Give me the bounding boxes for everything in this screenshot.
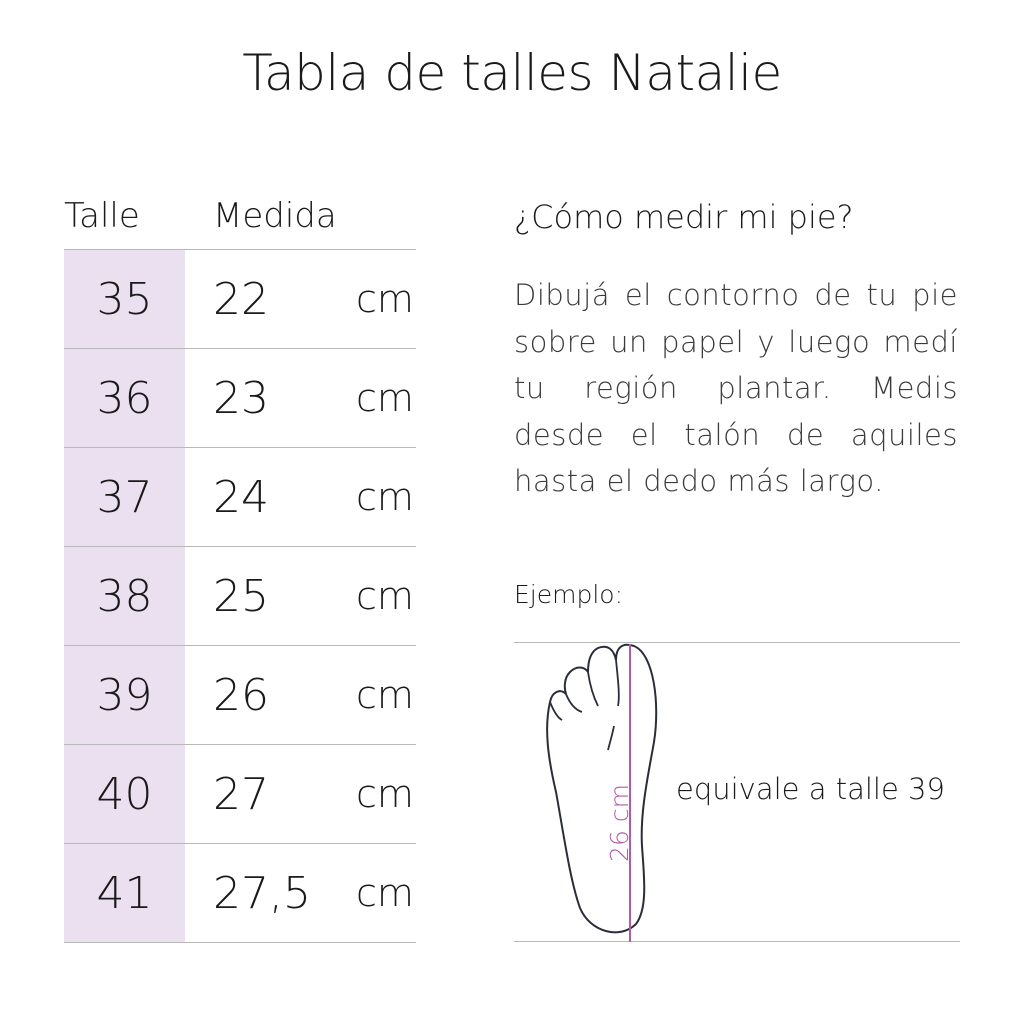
table-row xyxy=(64,447,416,546)
example-label: Ejemplo: xyxy=(514,580,624,609)
table-row xyxy=(64,744,416,843)
table-row xyxy=(64,645,416,744)
size-cell: 40 xyxy=(64,745,185,843)
measure-cell: 23 xyxy=(213,372,269,424)
column-header-measure: Medida xyxy=(213,196,337,236)
measure-cell: 26 xyxy=(213,669,269,721)
measure-cell: 27,5 xyxy=(213,867,311,919)
how-to-title: ¿Cómo medir mi pie? xyxy=(514,198,854,236)
unit-cell: cm xyxy=(356,673,414,717)
size-cell: 39 xyxy=(64,646,185,744)
page-title: Tabla de talles Natalie xyxy=(242,44,782,102)
size-cell: 35 xyxy=(64,250,185,348)
size-cell: 38 xyxy=(64,547,185,645)
example-result: equivale a talle 39 xyxy=(676,772,945,806)
unit-cell: cm xyxy=(356,574,414,618)
measure-cell: 24 xyxy=(213,471,269,523)
size-cell: 41 xyxy=(64,844,185,942)
table-row xyxy=(64,546,416,645)
unit-cell: cm xyxy=(356,277,414,321)
size-cell: 37 xyxy=(64,448,185,546)
how-to-text: Dibujá el contorno de tu pie sobre un papel y luego medí tu región plantar. Medis desde el talón de aquiles hasta el dedo más largo. xyxy=(514,278,958,498)
size-table xyxy=(64,249,416,943)
size-cell: 36 xyxy=(64,349,185,447)
unit-cell: cm xyxy=(356,475,414,519)
table-row xyxy=(64,348,416,447)
unit-cell: cm xyxy=(356,871,414,915)
measure-annotation: 26 cm xyxy=(605,784,634,862)
foot-outline-icon xyxy=(530,640,670,944)
measure-cell: 22 xyxy=(213,273,269,325)
measure-cell: 25 xyxy=(213,570,269,622)
unit-cell: cm xyxy=(356,772,414,816)
measure-cell: 27 xyxy=(213,768,269,820)
column-header-size: Talle xyxy=(64,196,140,236)
table-row xyxy=(64,249,416,348)
unit-cell: cm xyxy=(356,376,414,420)
table-row xyxy=(64,843,416,943)
